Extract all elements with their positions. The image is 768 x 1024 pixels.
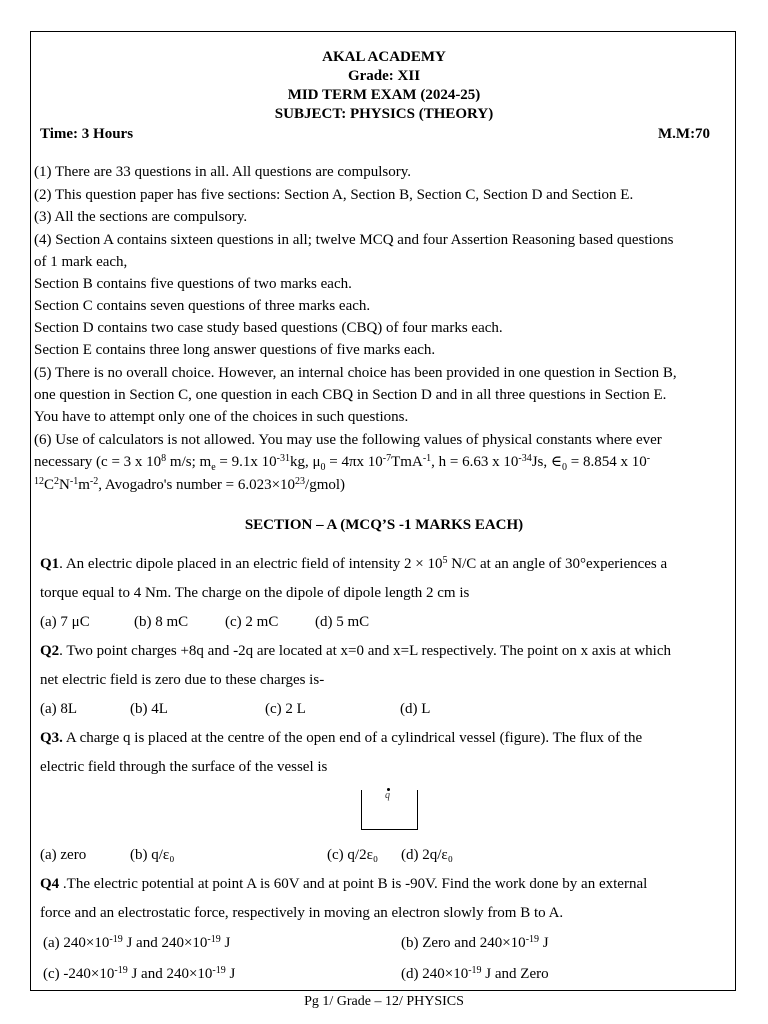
instruction-2: (2) This question paper has five sections: Section A, Section B, Section C, Section D and Section E. [34,187,634,203]
page-footer: Pg 1/ Grade – 12/ PHYSICS [304,994,464,1009]
q1-line-1: Q1. An electric dipole placed in an electric field of intensity $2 \times 10^5$ N/C at an angle of 30°experiences a [40,555,668,572]
instruction-5-end: You have to attempt only one of the choices in such questions. [34,409,409,425]
q4-option-c: (c) $-240\times 10^{-19}$ J and $240\times 10^{-19}$ J [43,965,236,982]
q1-option-b: (b) 8 mC [134,614,189,630]
q2-option-a: (a) 8L [40,701,78,717]
q1-option-a: (a) 7 μC [40,614,90,630]
instruction-section-c: Section C contains seven questions of three marks each. [34,298,371,314]
q3-line-1: Q3. A charge q is placed at the centre of the open end of a cylindrical vessel (figure). The flux of the [40,730,643,746]
instruction-section-e: Section E contains three long answer questions of five marks each. [34,342,436,358]
instruction-6: (6) Use of calculators is not allowed. You may use the following values of physical constants where ever [34,432,662,448]
instruction-4-cont: of 1 mark each, [34,254,128,270]
q2-line-1: Q2. Two point charges +8q and -2q are located at x=0 and x=L respectively. The point on x axis at which [40,643,671,659]
school-name: AKAL ACADEMY [322,49,446,65]
time-label: Time: 3 Hours [40,126,134,142]
instruction-section-b: Section B contains five questions of two marks each. [34,276,352,292]
max-marks: M.M:70 [658,126,711,142]
q4-option-b: (b) Zero and $240\times 10^{-19}$ J [401,934,549,951]
instruction-section-d: Section D contains two case study based questions (CBQ) of four marks each. [34,320,503,336]
grade-line: Grade: XII [347,68,421,84]
instruction-5: (5) There is no overall choice. However, an internal choice has been provided in one question in Section B, [34,365,677,381]
charge-label: q [385,790,390,801]
instruction-1: (1) There are 33 questions in all. All questions are compulsory. [34,164,411,180]
q4-option-d: (d) $240\times 10^{-19}$ J and Zero [401,965,549,982]
q3-option-a: (a) zero [40,847,87,863]
q4-option-a: (a) $240\times 10^{-19}$ J and $240\times 10^{-19}$ J [43,934,231,951]
q4-line-2: force and an electrostatic force, respectively in moving an electron slowly from B to A. [40,905,564,921]
q2-option-c: (c) 2 L [265,701,306,717]
section-a-title: SECTION – A (MCQ’S -1 MARKS EACH) [244,517,524,533]
cylindrical-vessel-figure [361,790,418,830]
q4-line-1: Q4 .The electric potential at point A is 60V and at point B is -90V. Find the work done by an external [40,876,648,892]
constants-line-1: necessary (c = 3 x $10^8$ m/s; $m_e = 9.1x$ $10^{-31}kg$, $\mu_0 = 4\pi x$ $10^{-7}TmA^{-1}$, h = 6.63 x $10^{-34}Js$, $\in_0 = 8.854$ x 10- [34,453,651,473]
subject-line: SUBJECT: PHYSICS (THEORY) [274,106,494,122]
q2-option-b: (b) 4L [130,701,168,717]
constants-line-2: $^{12}C^2N^{-1}m^{-2}$, Avogadro's number = $6.023\times 10^{23}/gmol$) [34,476,346,493]
q1-option-c: (c) 2 mC [225,614,279,630]
q3-option-b: (b) q/ε₀ [130,847,175,863]
instruction-4: (4) Section A contains sixteen questions in all; twelve MCQ and four Assertion Reasoning based questions [34,232,674,248]
instruction-3: (3) All the sections are compulsory. [34,209,248,225]
q3-option-c: (c) q/2ε₀ [327,847,379,863]
q1-option-d: (d) 5 mC [315,614,370,630]
q3-line-2: electric field through the surface of the vessel is [40,759,328,775]
q2-option-d: (d) L [400,701,431,717]
exam-title: MID TERM EXAM (2024-25) [287,87,481,103]
q2-line-2: net electric field is zero due to these charges is- [40,672,325,688]
q1-line-2: torque equal to 4 Nm. The charge on the dipole of dipole length 2 cm is [40,585,470,601]
instruction-5-cont: one question in Section C, one question in each CBQ in Section D and in all three questions in Section E. [34,387,667,403]
q3-option-d: (d) 2q/ε₀ [401,847,453,863]
